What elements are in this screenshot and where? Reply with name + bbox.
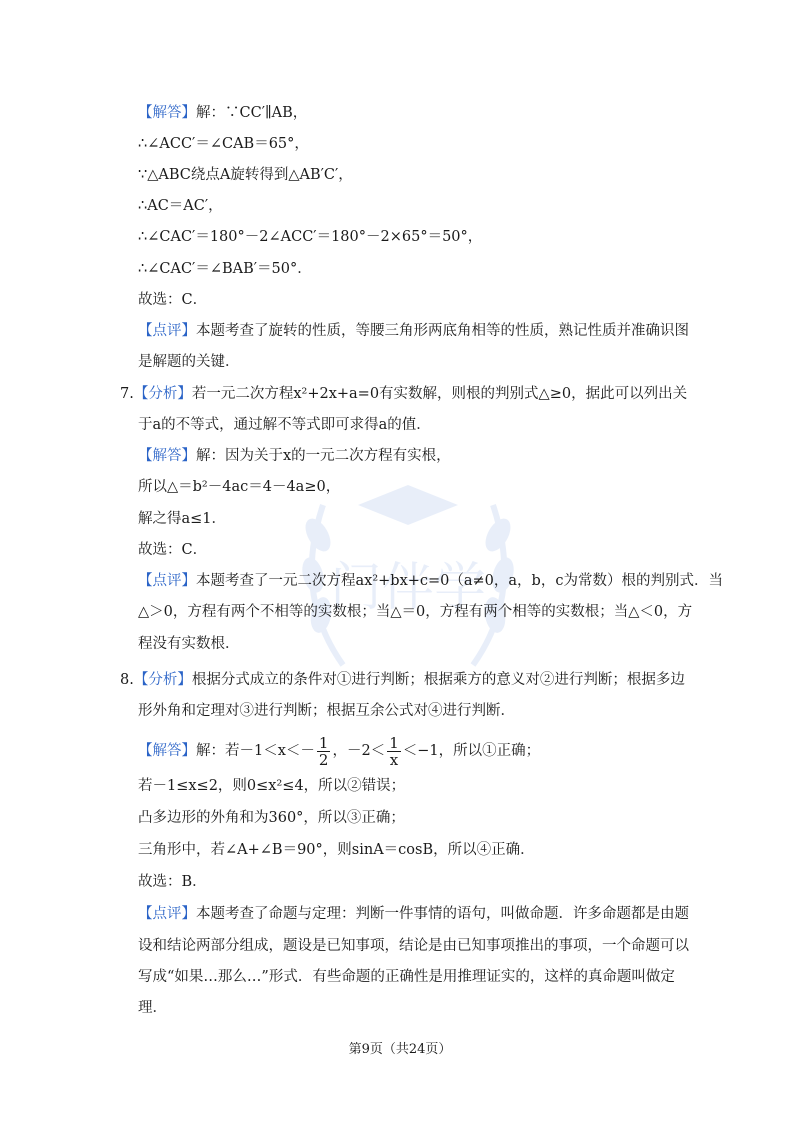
line-23: 凸多边形的外角和为360°，所以③正确； bbox=[138, 810, 405, 826]
section-tag: 【点评】 bbox=[138, 573, 196, 589]
line-21-part-a: 解：若－1＜x＜－ bbox=[196, 743, 315, 759]
line-02: ∴∠ACC′＝∠CAB＝65°， bbox=[138, 136, 309, 152]
line-27: 设和结论两部分组成，题设是已知事项，结论是由已知事项推出的事项，一个命题可以 bbox=[138, 938, 689, 954]
section-tag: 【点评】 bbox=[138, 906, 196, 922]
fraction-numerator: 1 bbox=[318, 733, 329, 752]
line-24: 三角形中，若∠A+∠B＝90°，则sinA＝cosB，所以④正确． bbox=[138, 842, 535, 858]
line-08: 【点评】本题考查了旋转的性质，等腰三角形两底角相等的性质，熟记性质并准确识图 bbox=[138, 323, 689, 339]
line-21 bbox=[138, 734, 540, 768]
line-15: 故选：C． bbox=[138, 542, 208, 558]
section-tag: 【分析】 bbox=[133, 386, 192, 402]
line-10: 7.【分析】若一元二次方程x²+2x+a=0有实数解，则根的判别式△≥0，据此可以列出关 bbox=[120, 386, 688, 402]
answer-tag: 【解答】 bbox=[138, 743, 196, 759]
line-25: 故选：B． bbox=[138, 874, 207, 890]
line-28: 写成“如果…那么…”形式．有些命题的正确性是用推理证实的，这样的真命题叫做定 bbox=[138, 969, 675, 985]
section-tag: 【分析】 bbox=[133, 672, 192, 688]
line-05: ∴∠CAC′＝180°－2∠ACC′＝180°－2×65°＝50°， bbox=[138, 229, 483, 245]
fraction-one-half bbox=[317, 735, 331, 768]
line-12: 【解答】解：因为关于x的一元二次方程有实根， bbox=[138, 448, 451, 464]
fraction-one-over-x bbox=[387, 735, 401, 768]
line-20: 形外角和定理对③进行判断；根据互余公式对④进行判断． bbox=[138, 703, 515, 719]
line-18: 程没有实数根． bbox=[138, 636, 240, 652]
section-tag: 【解答】 bbox=[138, 448, 196, 464]
line-07: 故选：C． bbox=[138, 292, 208, 308]
line-29: 理． bbox=[138, 1000, 167, 1016]
line-03: ∵△ABC绕点A旋转得到△AB′C′， bbox=[138, 167, 353, 183]
line-11: 于a的不等式，通过解不等式即可求得a的值． bbox=[138, 417, 431, 433]
page-footer: 第9页（共24页） bbox=[348, 1042, 452, 1057]
line-06: ∴∠CAC′＝∠BAB′＝50°． bbox=[138, 261, 312, 277]
line-19: 8.【分析】根据分式成立的条件对①进行判断；根据乘方的意义对②进行判断；根据多边 bbox=[120, 672, 685, 688]
line-04: ∴AC＝AC′， bbox=[138, 198, 223, 214]
line-22: 若－1≤x≤2，则0≤x²≤4，所以②错误； bbox=[138, 778, 406, 794]
fraction-denominator: x bbox=[389, 750, 399, 769]
fraction-denominator: 2 bbox=[318, 750, 329, 769]
line-14: 解之得a≤1． bbox=[138, 511, 227, 527]
line-26: 【点评】本题考查了命题与定理：判断一件事情的语句，叫做命题．许多命题都是由题 bbox=[138, 906, 689, 922]
line-09: 是解题的关键． bbox=[138, 354, 240, 370]
line-17: △＞0，方程有两个不相等的实数根；当△＝0，方程有两个相等的实数根；当△＜0，方 bbox=[138, 604, 693, 620]
line-21-part-c: ＜−1，所以①正确； bbox=[402, 743, 541, 759]
line-01: 【解答】解：∵CC′∥AB， bbox=[138, 105, 308, 121]
section-tag: 【点评】 bbox=[138, 323, 196, 339]
line-13: 所以△＝b²－4ac＝4－4a≥0， bbox=[138, 479, 341, 495]
line-16: 【点评】本题考查了一元二次方程ax²+bx+c=0（a≠0，a，b，c为常数）根的判别式．当 bbox=[138, 573, 723, 589]
section-tag: 【解答】 bbox=[138, 105, 196, 121]
line-21-part-b: ，－2＜ bbox=[332, 743, 386, 759]
fraction-numerator: 1 bbox=[389, 733, 399, 752]
svg-text:门伴学: 门伴学 bbox=[329, 558, 487, 618]
